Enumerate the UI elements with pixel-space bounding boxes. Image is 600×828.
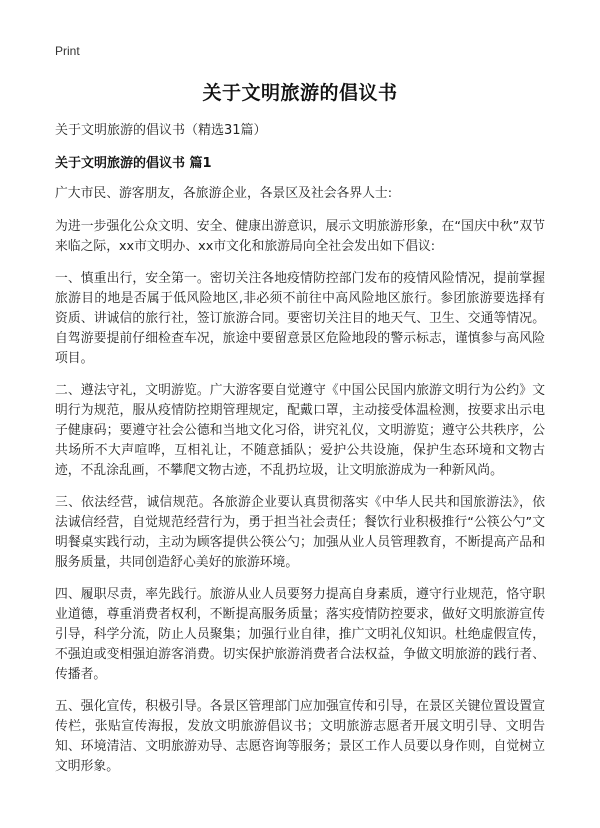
document-subtitle: 关于文明旅游的倡议书（精选31篇） (55, 123, 267, 138)
print-link[interactable]: Print (55, 44, 80, 58)
paragraph-item-4: 四、履职尽责，率先践行。旅游从业人员要努力提高自身素质，遵守行业规范，恪守职业道德，尊重消费者权利，不断提高服务质量；落实疫情防控要求，做好文明旅游宣传引导，科学分流，防止人员聚集；加强行业自律，推广文明礼仪知识。杜绝虚假宣传，不强迫或变相强迫游客消费。切实保护旅游消费者合法权益，争做文明旅游的践行者、传播者。 (55, 587, 545, 682)
paragraph-intro: 为进一步强化公众文明、安全、健康出游意识，展示文明旅游形象，在“国庆中秋”双节来临之际，xx市文明办、xx市文化和旅游局向全社会发出如下倡议: (55, 219, 545, 254)
paragraph-item-5: 五、强化宣传，积极引导。各景区管理部门应加强宣传和引导，在景区关键位置设置宣传栏，张贴宣传海报，发放文明旅游倡议书；文明旅游志愿者开展文明引导、文明告知、环境清洁、文明旅游劝导、志愿咨询等服务；景区工作人员要以身作则，自觉树立文明形象。 (55, 699, 545, 774)
paragraph-item-1: 一、慎重出行，安全第一。密切关注各地疫情防控部门发布的疫情风险情况，提前掌握旅游目的地是否属于低风险地区,非必须不前往中高风险地区旅行。参团旅游要选择有资质、讲诚信的旅行社，签订旅游合同。要密切关注目的地天气、卫生、交通等情况。自驾游要提前仔细检查车况，旅途中要留意景区危险地段的警示标志，谨慎参与高风险项目。 (55, 271, 545, 366)
paragraph-item-3: 三、依法经营，诚信规范。各旅游企业要认真贯彻落实《中华人民共和国旅游法》，依法诚信经营，自觉规范经营行为，勇于担当社会责任；餐饮行业积极推行“公筷公勺”文明餐桌实践行动，主动为顾客提供公筷公勺；加强从业人员管理教育，不断提高产品和服务质量，共同创造舒心美好的旅游环境。 (55, 495, 545, 570)
section-heading: 关于文明旅游的倡议书 篇1 (55, 156, 212, 171)
document-body (55, 122, 545, 789)
paragraph-item-2: 二、遵法守礼，文明游览。广大游客要自觉遵守《中国公民国内旅游文明行为公约》文明行为规范，服从疫情防控期管理规定，配戴口罩，主动接受体温检测，按要求出示电子健康码；要遵守社会公德和当地文化习俗，讲究礼仪，文明游览；遵守公共秩序，公共场所不大声喧哗，互相礼让，不随意插队；爱护公共设施，保护生态环境和文物古迹，不乱涂乱画，不攀爬文物古迹，不乱扔垃圾，让文明旅游成为一种新风尚。 (55, 383, 545, 478)
paragraph-greeting: 广大市民、游客朋友，各旅游企业，各景区及社会各界人士: (55, 186, 393, 201)
page-title: 关于文明旅游的倡议书 (202, 82, 398, 104)
